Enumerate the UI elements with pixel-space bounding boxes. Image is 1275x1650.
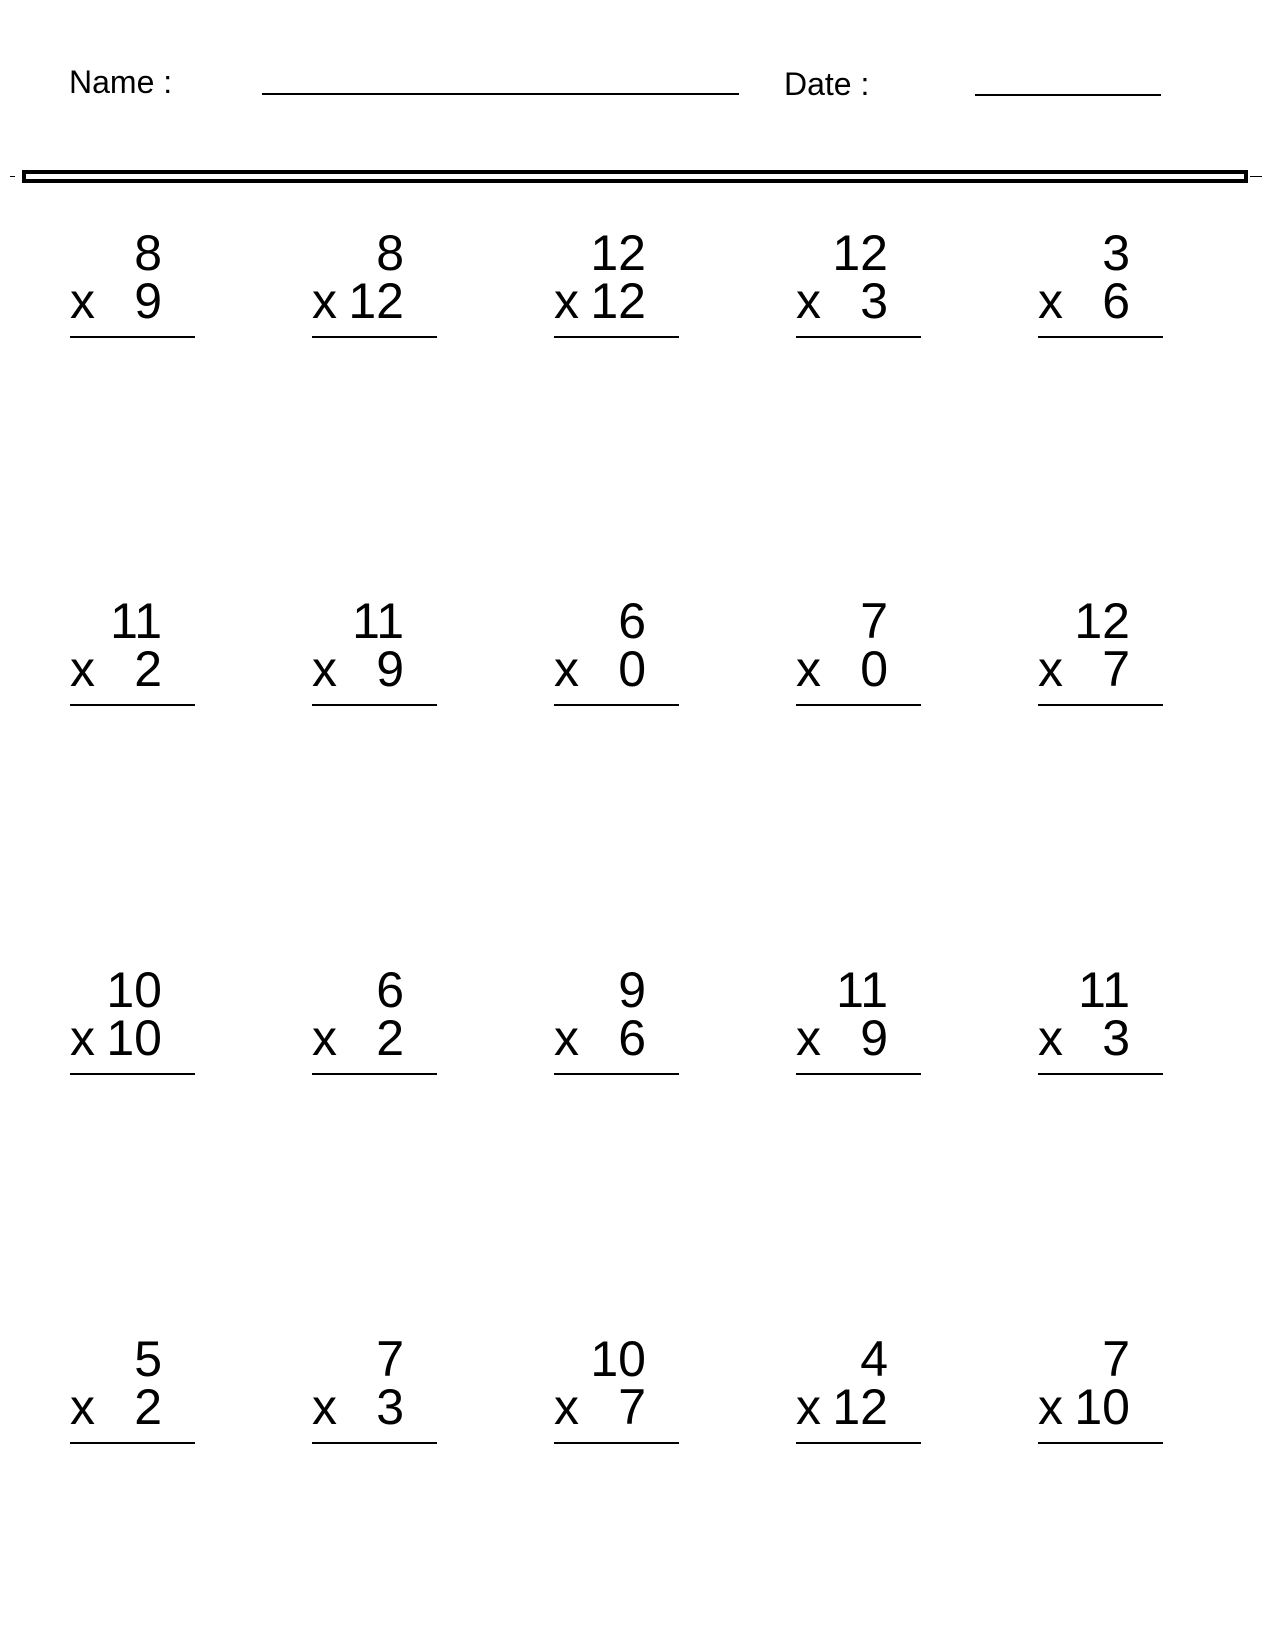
multiplier: 2 <box>134 641 162 697</box>
header-divider <box>22 170 1248 183</box>
answer-line[interactable] <box>796 704 921 706</box>
multiply-sign: x <box>70 1379 95 1435</box>
answer-line[interactable] <box>554 1442 679 1444</box>
problem-20 <box>1038 1331 1163 1444</box>
multiplier: 2 <box>376 1010 404 1066</box>
answer-line[interactable] <box>1038 1073 1163 1075</box>
multiplier: 9 <box>860 1010 888 1066</box>
answer-line[interactable] <box>554 336 679 338</box>
problem-18 <box>554 1331 679 1444</box>
multiplicand: 6 <box>376 962 404 1018</box>
multiply-sign: x <box>312 273 337 329</box>
multiplicand: 12 <box>1074 593 1130 649</box>
problem-14 <box>796 962 921 1075</box>
divider-tick-right <box>1250 176 1262 177</box>
multiplicand: 11 <box>836 962 888 1018</box>
multiply-sign: x <box>312 641 337 697</box>
multiply-sign: x <box>796 641 821 697</box>
multiplicand: 4 <box>860 1331 888 1387</box>
multiplicand: 11 <box>110 593 162 649</box>
multiplicand: 8 <box>376 225 404 281</box>
date-field[interactable] <box>975 94 1161 96</box>
problem-1 <box>70 225 195 338</box>
problem-9 <box>796 593 921 706</box>
answer-line[interactable] <box>796 1073 921 1075</box>
multiplier: 0 <box>860 641 888 697</box>
multiply-sign: x <box>796 273 821 329</box>
answer-line[interactable] <box>312 1442 437 1444</box>
multiply-sign: x <box>554 641 579 697</box>
multiply-sign: x <box>554 273 579 329</box>
problem-4 <box>796 225 921 338</box>
problem-8 <box>554 593 679 706</box>
multiply-sign: x <box>1038 273 1063 329</box>
problem-13 <box>554 962 679 1075</box>
answer-line[interactable] <box>554 1073 679 1075</box>
multiplier: 12 <box>832 1379 888 1435</box>
date-label: Date : <box>784 66 870 102</box>
multiply-sign: x <box>70 641 95 697</box>
multiplier: 9 <box>376 641 404 697</box>
answer-line[interactable] <box>1038 336 1163 338</box>
multiplicand: 10 <box>590 1331 646 1387</box>
answer-line[interactable] <box>70 336 195 338</box>
multiply-sign: x <box>796 1379 821 1435</box>
problem-2 <box>312 225 437 338</box>
multiply-sign: x <box>1038 641 1063 697</box>
multiplier: 7 <box>1102 641 1130 697</box>
problem-12 <box>312 962 437 1075</box>
multiplicand: 3 <box>1102 225 1130 281</box>
answer-line[interactable] <box>312 704 437 706</box>
multiplicand: 7 <box>1102 1331 1130 1387</box>
multiplicand: 7 <box>860 593 888 649</box>
answer-line[interactable] <box>312 1073 437 1075</box>
multiplicand: 12 <box>590 225 646 281</box>
multiplier: 3 <box>1102 1010 1130 1066</box>
answer-line[interactable] <box>1038 1442 1163 1444</box>
multiplicand: 9 <box>618 962 646 1018</box>
multiplier: 6 <box>1102 273 1130 329</box>
problem-6 <box>70 593 195 706</box>
multiplicand: 11 <box>1078 962 1130 1018</box>
multiplicand: 8 <box>134 225 162 281</box>
answer-line[interactable] <box>70 1442 195 1444</box>
answer-line[interactable] <box>796 336 921 338</box>
name-label: Name : <box>69 64 173 100</box>
multiplicand: 6 <box>618 593 646 649</box>
answer-line[interactable] <box>1038 704 1163 706</box>
multiply-sign: x <box>70 273 95 329</box>
problem-11 <box>70 962 195 1075</box>
multiplier: 9 <box>134 273 162 329</box>
multiplier: 2 <box>134 1379 162 1435</box>
answer-line[interactable] <box>796 1442 921 1444</box>
problem-3 <box>554 225 679 338</box>
multiplicand: 12 <box>832 225 888 281</box>
answer-line[interactable] <box>312 336 437 338</box>
multiplier: 3 <box>376 1379 404 1435</box>
multiplier: 12 <box>590 273 646 329</box>
multiplier: 10 <box>1074 1379 1130 1435</box>
multiplicand: 11 <box>352 593 404 649</box>
multiply-sign: x <box>796 1010 821 1066</box>
problem-17 <box>312 1331 437 1444</box>
multiply-sign: x <box>312 1010 337 1066</box>
multiplier: 10 <box>106 1010 162 1066</box>
multiplicand: 5 <box>134 1331 162 1387</box>
multiplicand: 10 <box>106 962 162 1018</box>
multiply-sign: x <box>554 1379 579 1435</box>
problem-15 <box>1038 962 1163 1075</box>
multiply-sign: x <box>70 1010 95 1066</box>
name-field[interactable] <box>262 93 739 95</box>
problem-5 <box>1038 225 1163 338</box>
multiply-sign: x <box>554 1010 579 1066</box>
answer-line[interactable] <box>70 704 195 706</box>
multiplier: 0 <box>618 641 646 697</box>
answer-line[interactable] <box>70 1073 195 1075</box>
divider-tick-left <box>10 176 15 177</box>
multiplier: 7 <box>618 1379 646 1435</box>
multiplicand: 7 <box>376 1331 404 1387</box>
problem-7 <box>312 593 437 706</box>
multiply-sign: x <box>1038 1010 1063 1066</box>
multiplier: 6 <box>618 1010 646 1066</box>
multiplier: 3 <box>860 273 888 329</box>
multiplier: 12 <box>348 273 404 329</box>
answer-line[interactable] <box>554 704 679 706</box>
problem-16 <box>70 1331 195 1444</box>
problem-19 <box>796 1331 921 1444</box>
problem-10 <box>1038 593 1163 706</box>
multiply-sign: x <box>312 1379 337 1435</box>
multiply-sign: x <box>1038 1379 1063 1435</box>
